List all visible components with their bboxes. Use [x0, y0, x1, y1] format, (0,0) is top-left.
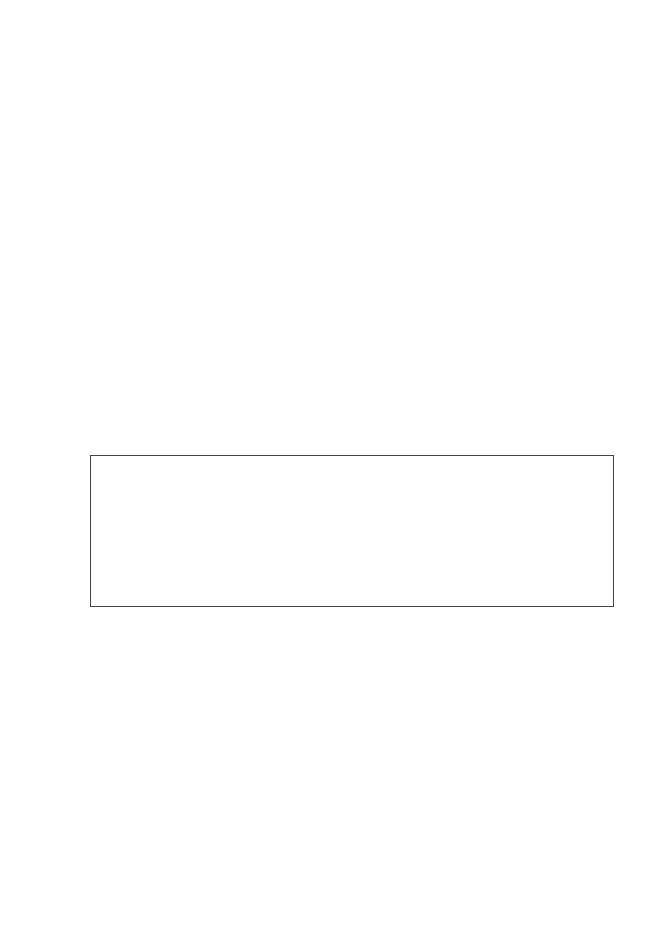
- materials-box: [90, 455, 614, 607]
